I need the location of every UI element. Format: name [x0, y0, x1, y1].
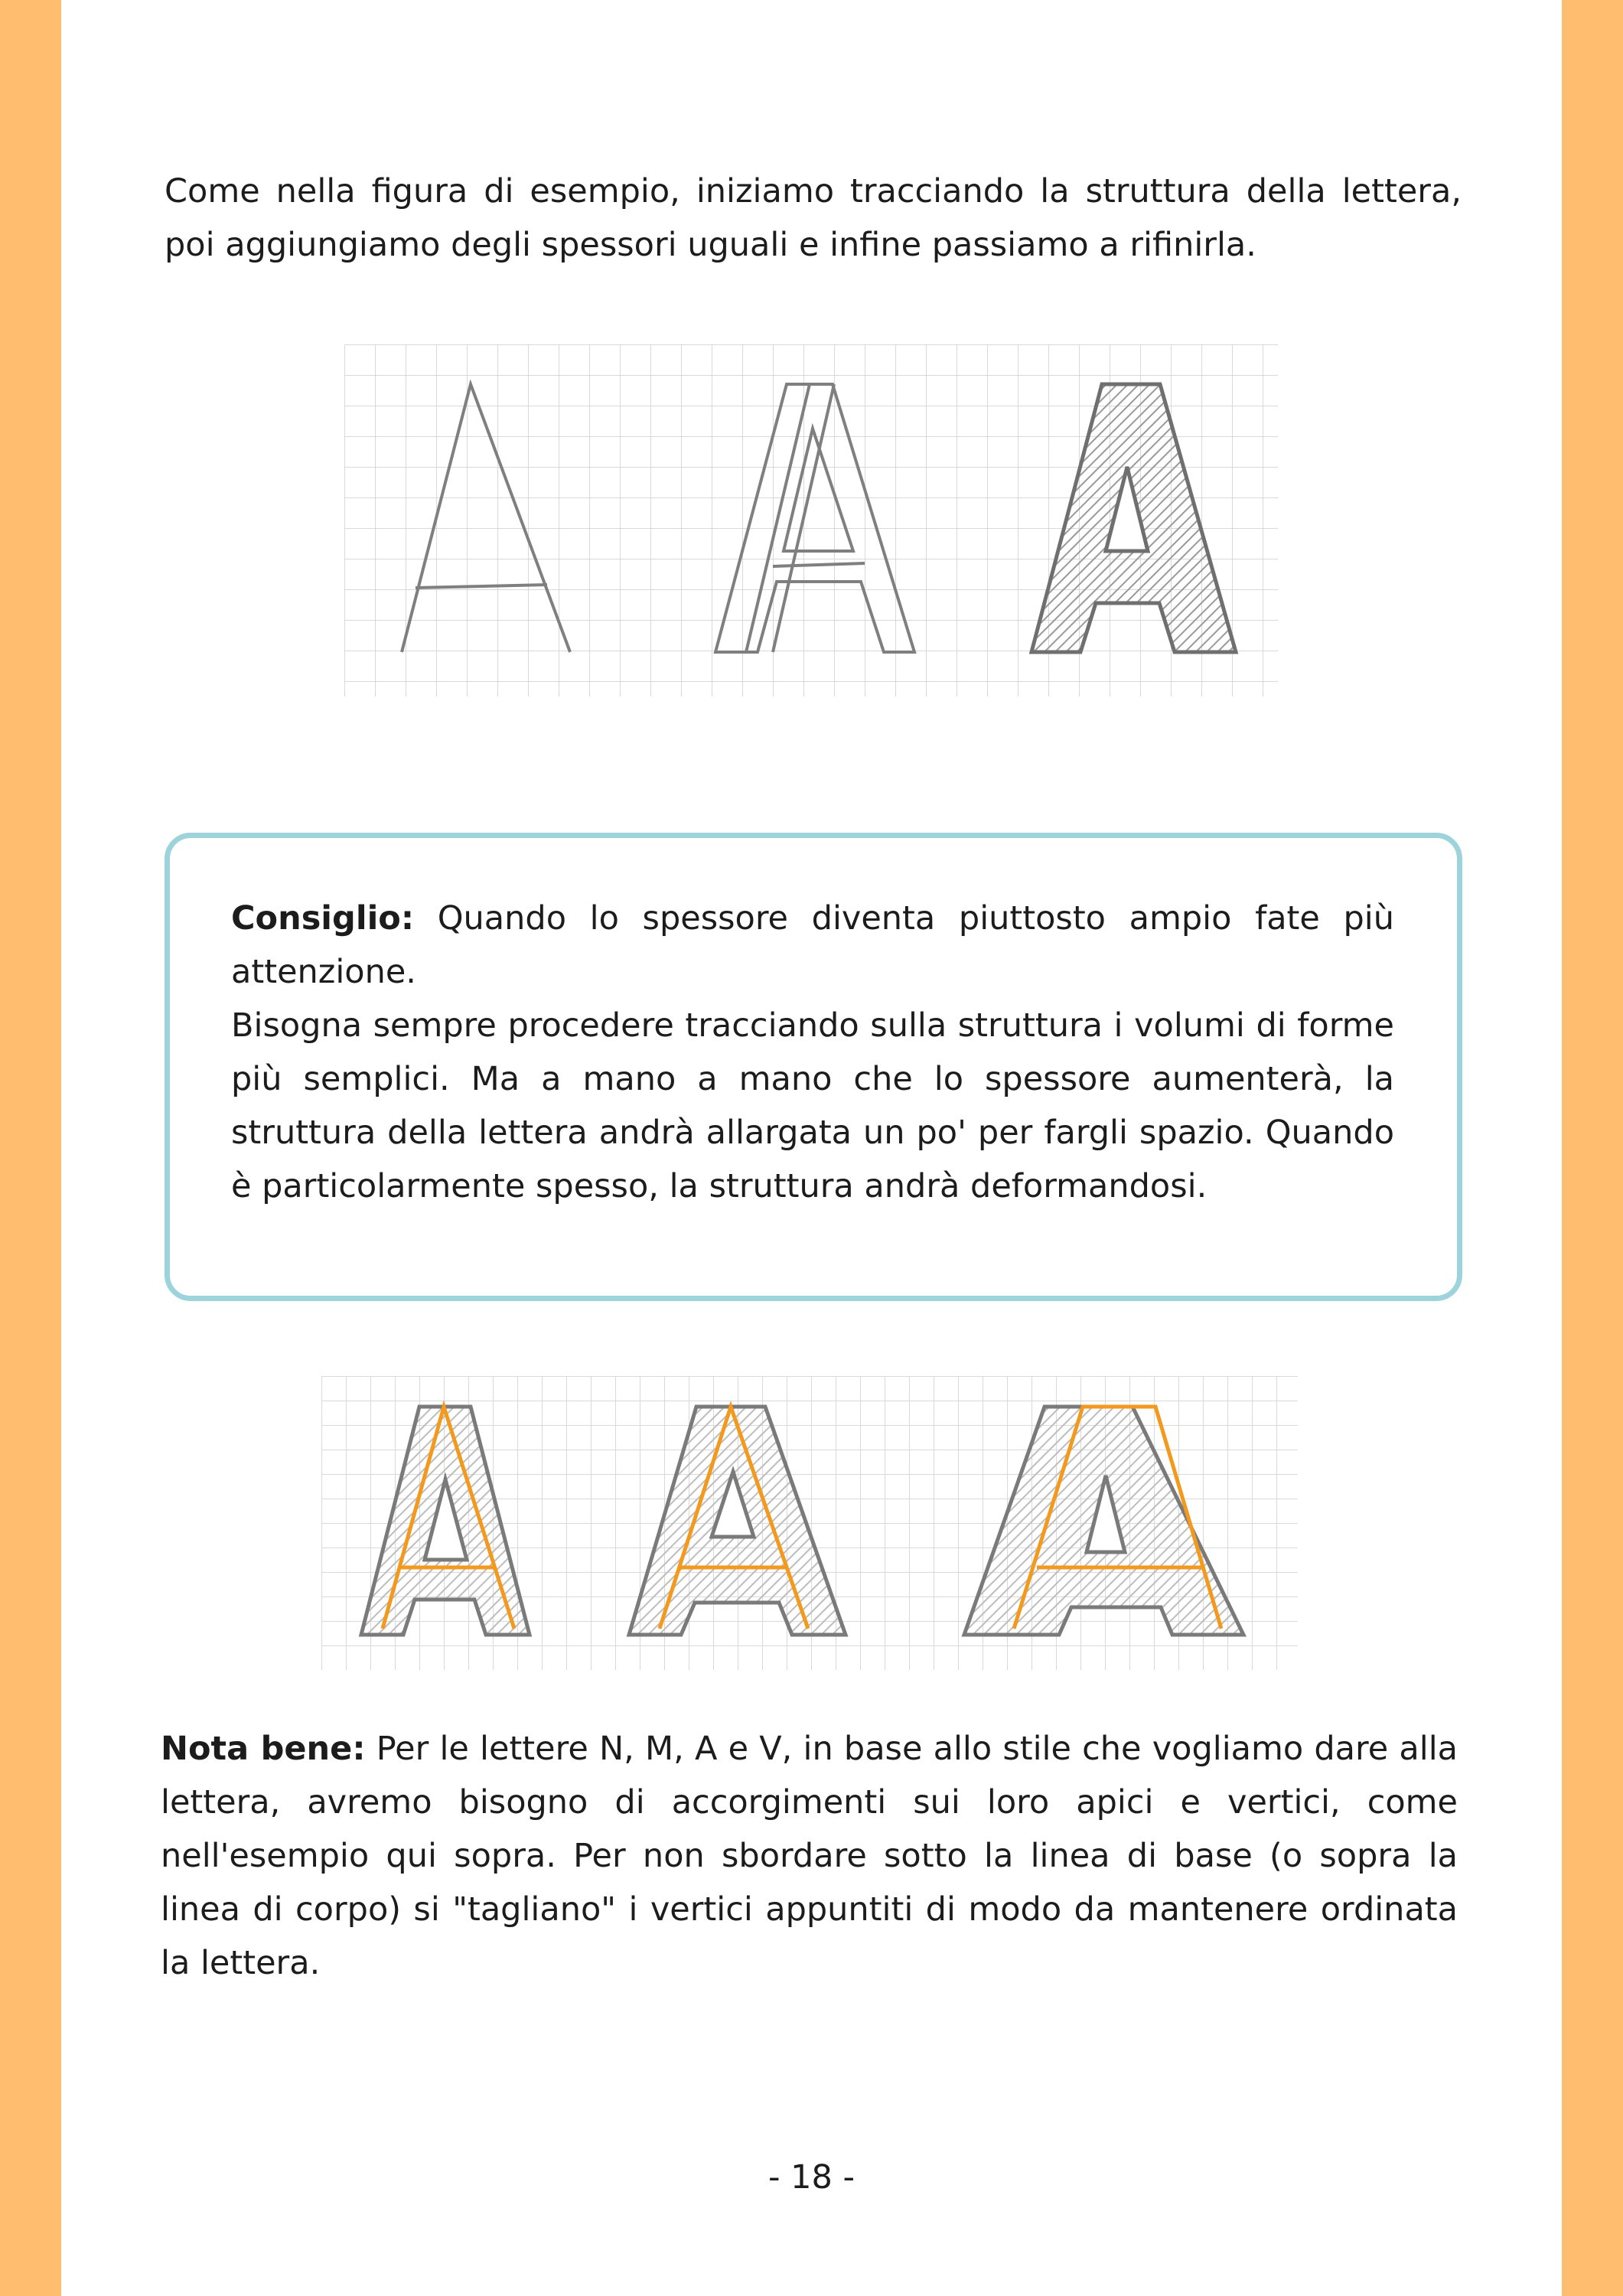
intro-paragraph: Come nella figura di esempio, iniziamo tracciando la struttura della lettera, poi aggiungiamo degli spessori uguali e infine passiamo a rifinirla.	[165, 172, 1462, 264]
figure-1-drawing	[344, 344, 1278, 696]
figure-2-drawing	[321, 1376, 1298, 1670]
tip-line-2: Bisogna sempre procedere tracciando sulla struttura i volumi di forme più semplici. Ma a mano a mano che lo spessore aumenterà, la struttura della lettera andrà allargata un po' per fargli spazio. Quando è particolarmente spesso, la struttura andrà deformandosi.	[231, 1006, 1394, 1205]
nota-label: Nota bene:	[161, 1730, 366, 1768]
tip-line-1: Quando lo spessore diventa piuttosto ampio fate più attenzione.	[231, 899, 1395, 991]
figure-letter-a-steps	[344, 344, 1278, 696]
page-number: - 18 -	[768, 2158, 855, 2197]
nota-bene-paragraph	[161, 1722, 1458, 1990]
tip-label: Consiglio:	[231, 899, 415, 938]
nota-text: Per le lettere N, M, A e V, in base allo stile che vogliamo dare alla lettera, avremo bisogno di accorgimenti sui loro apici e vertici, come nell'esempio qui sopra. Per non sbordare sotto la linea di base (o sopra la linea di corpo) si "tagliano" i vertici appuntiti di modo da mantenere ordinata la lettera.	[161, 1730, 1458, 1982]
left-margin-band	[0, 0, 61, 2296]
figure-thick-letter-a-variants	[321, 1376, 1298, 1670]
right-margin-band	[1562, 0, 1623, 2296]
tip-text	[231, 892, 1394, 1213]
